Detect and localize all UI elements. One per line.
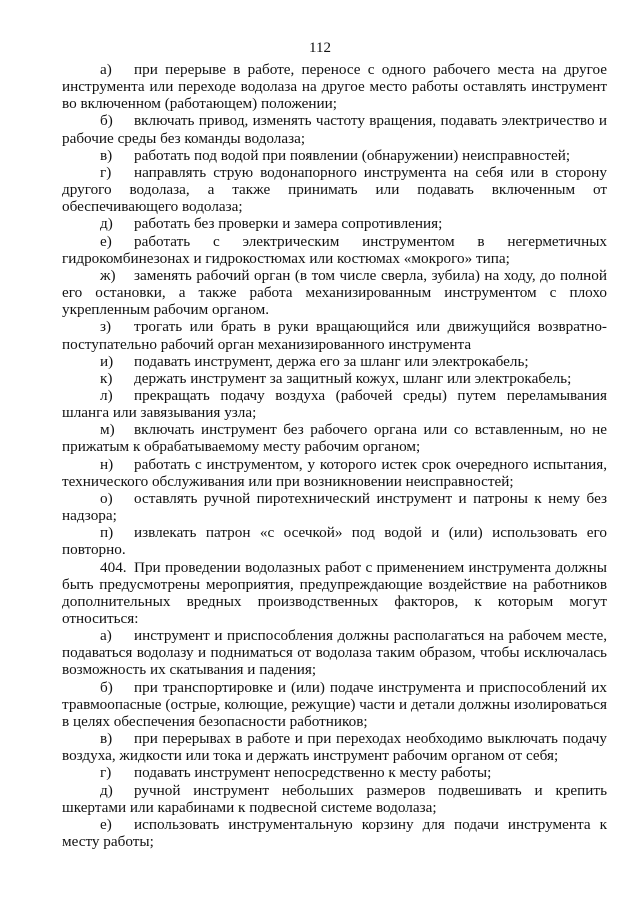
list-item xyxy=(62,387,607,421)
item-marker: д) xyxy=(100,781,113,799)
list-item xyxy=(62,782,607,816)
item-text: включать привод, изменять частоту вращения, подавать электричество и рабочие среды без команды водолаза; xyxy=(62,112,607,147)
item-text: при перерыве в работе, переносе с одного рабочего места на другое инструмента или переходе водолаза на другое место работы оставлять инструмент во включенном (работающем) положении; xyxy=(62,61,607,113)
item-text: извлекать патрон «с осечкой» под водой и (или) использовать его повторно. xyxy=(62,524,607,559)
list-item xyxy=(62,233,607,267)
item-text: при перерывах в работе и при переходах необходимо выключать подачу воздуха, жидкости или тока и держать инструмент рабочим органом от себя; xyxy=(62,730,607,765)
item-marker: д) xyxy=(100,215,113,233)
item-text: заменять рабочий орган (в том числе сверла, зубила) на ходу, до полной его остановки, а также работа механизированным инструментом с плохо укрепленным рабочим органом. xyxy=(62,266,607,319)
list-item xyxy=(62,524,607,558)
item-marker: ж) xyxy=(100,266,116,284)
item-text: работать под водой при появлении (обнаружении) неисправностей; xyxy=(134,146,571,164)
item-marker: г) xyxy=(100,764,112,782)
item-text: трогать или брать в руки вращающийся или движущийся возвратно-поступательно рабочий орган механизированного инструмента xyxy=(62,318,607,353)
item-text: использовать инструментальную корзину для подачи инструмента к месту работы; xyxy=(62,815,607,851)
list-item xyxy=(62,490,607,524)
list-item xyxy=(62,267,607,318)
item-marker: б) xyxy=(100,678,113,696)
item-marker: н) xyxy=(100,455,114,473)
item-text: прекращать подачу воздуха (рабочей среды) путем переламывания шланга или завязывания узла; xyxy=(62,386,607,422)
page-content xyxy=(62,61,607,850)
item-text: ручной инструмент небольших размеров подвешивать и крепить шкертами или карабинами к подвесной системе водолаза; xyxy=(62,781,607,816)
list-item xyxy=(62,353,607,370)
list-item xyxy=(62,164,607,215)
list-item xyxy=(62,370,607,387)
item-text: направлять струю водонапорного инструмента на себя или в сторону другого водолаза, а также принимать или подавать включенным от обеспечивающего водолаза; xyxy=(62,163,607,216)
item-text: при транспортировке и (или) подаче инструмента и приспособлений их травмоопасные (острые, колющие, режущие) части и детали должны изолироваться в целях обеспечения безопасности работников; xyxy=(62,678,607,730)
item-marker: а) xyxy=(100,61,112,78)
item-marker: а) xyxy=(100,627,112,645)
item-text: работать с инструментом, у которого истек срок очередного испытания, технического обслуживания или при возникновении неисправностей; xyxy=(62,455,607,490)
list-item xyxy=(62,318,607,352)
item-marker: з) xyxy=(100,318,112,336)
item-text: работать с электрическим инструментом в негерметичных гидрокомбинезонах и гидрокостюмах или костюмах «мокрого» типа; xyxy=(62,232,607,267)
item-text: включать инструмент без рабочего органа или со вставленным, но не прижатым к обрабатываемому месту рабочим органом; xyxy=(62,421,607,456)
item-marker: и) xyxy=(100,352,114,370)
item-text: держать инструмент за защитный кожух, шланг или электрокабель; xyxy=(134,369,572,387)
list-item xyxy=(62,816,607,850)
item-text: оставлять ручной пиротехнический инструмент и патроны к нему без надзора; xyxy=(62,489,607,525)
item-marker: е) xyxy=(100,232,112,250)
item-marker: л) xyxy=(100,386,113,404)
list-item xyxy=(62,215,607,232)
item-marker: г) xyxy=(100,163,112,181)
item-marker: е) xyxy=(100,815,112,833)
list-item xyxy=(62,730,607,764)
item-marker: б) xyxy=(100,112,113,130)
item-marker: м) xyxy=(100,421,115,439)
item-text: работать без проверки и замера сопротивления; xyxy=(134,215,443,233)
item-text: подавать инструмент непосредственно к месту работы; xyxy=(134,764,492,782)
item-text: При проведении водолазных работ с применением инструмента должны быть предусмотрены мероприятия, предупреждающие воздействие на работников дополнительных вредных производственных факторов, к которым могут относиться: xyxy=(62,558,607,627)
list-item xyxy=(62,421,607,455)
list-item xyxy=(62,679,607,730)
item-text: подавать инструмент, держа его за шланг или электрокабель; xyxy=(134,352,529,370)
item-marker: о) xyxy=(100,489,113,507)
section-paragraph xyxy=(62,559,607,628)
item-marker: к) xyxy=(100,369,113,387)
item-marker: п) xyxy=(100,524,114,542)
item-marker: в) xyxy=(100,146,113,164)
list-item xyxy=(62,112,607,146)
item-text: инструмент и приспособления должны располагаться на рабочем месте, подаваться водолазу и подниматься от водолаза таким образом, чтобы исключалась возможность их скатывания и падения; xyxy=(62,627,607,679)
list-item xyxy=(62,147,607,164)
list-item xyxy=(62,61,607,112)
item-marker: в) xyxy=(100,730,113,748)
page-number: 112 xyxy=(309,40,331,56)
list-item xyxy=(62,456,607,490)
section-number: 404. xyxy=(100,558,127,576)
list-item xyxy=(62,764,607,781)
list-item xyxy=(62,627,607,678)
